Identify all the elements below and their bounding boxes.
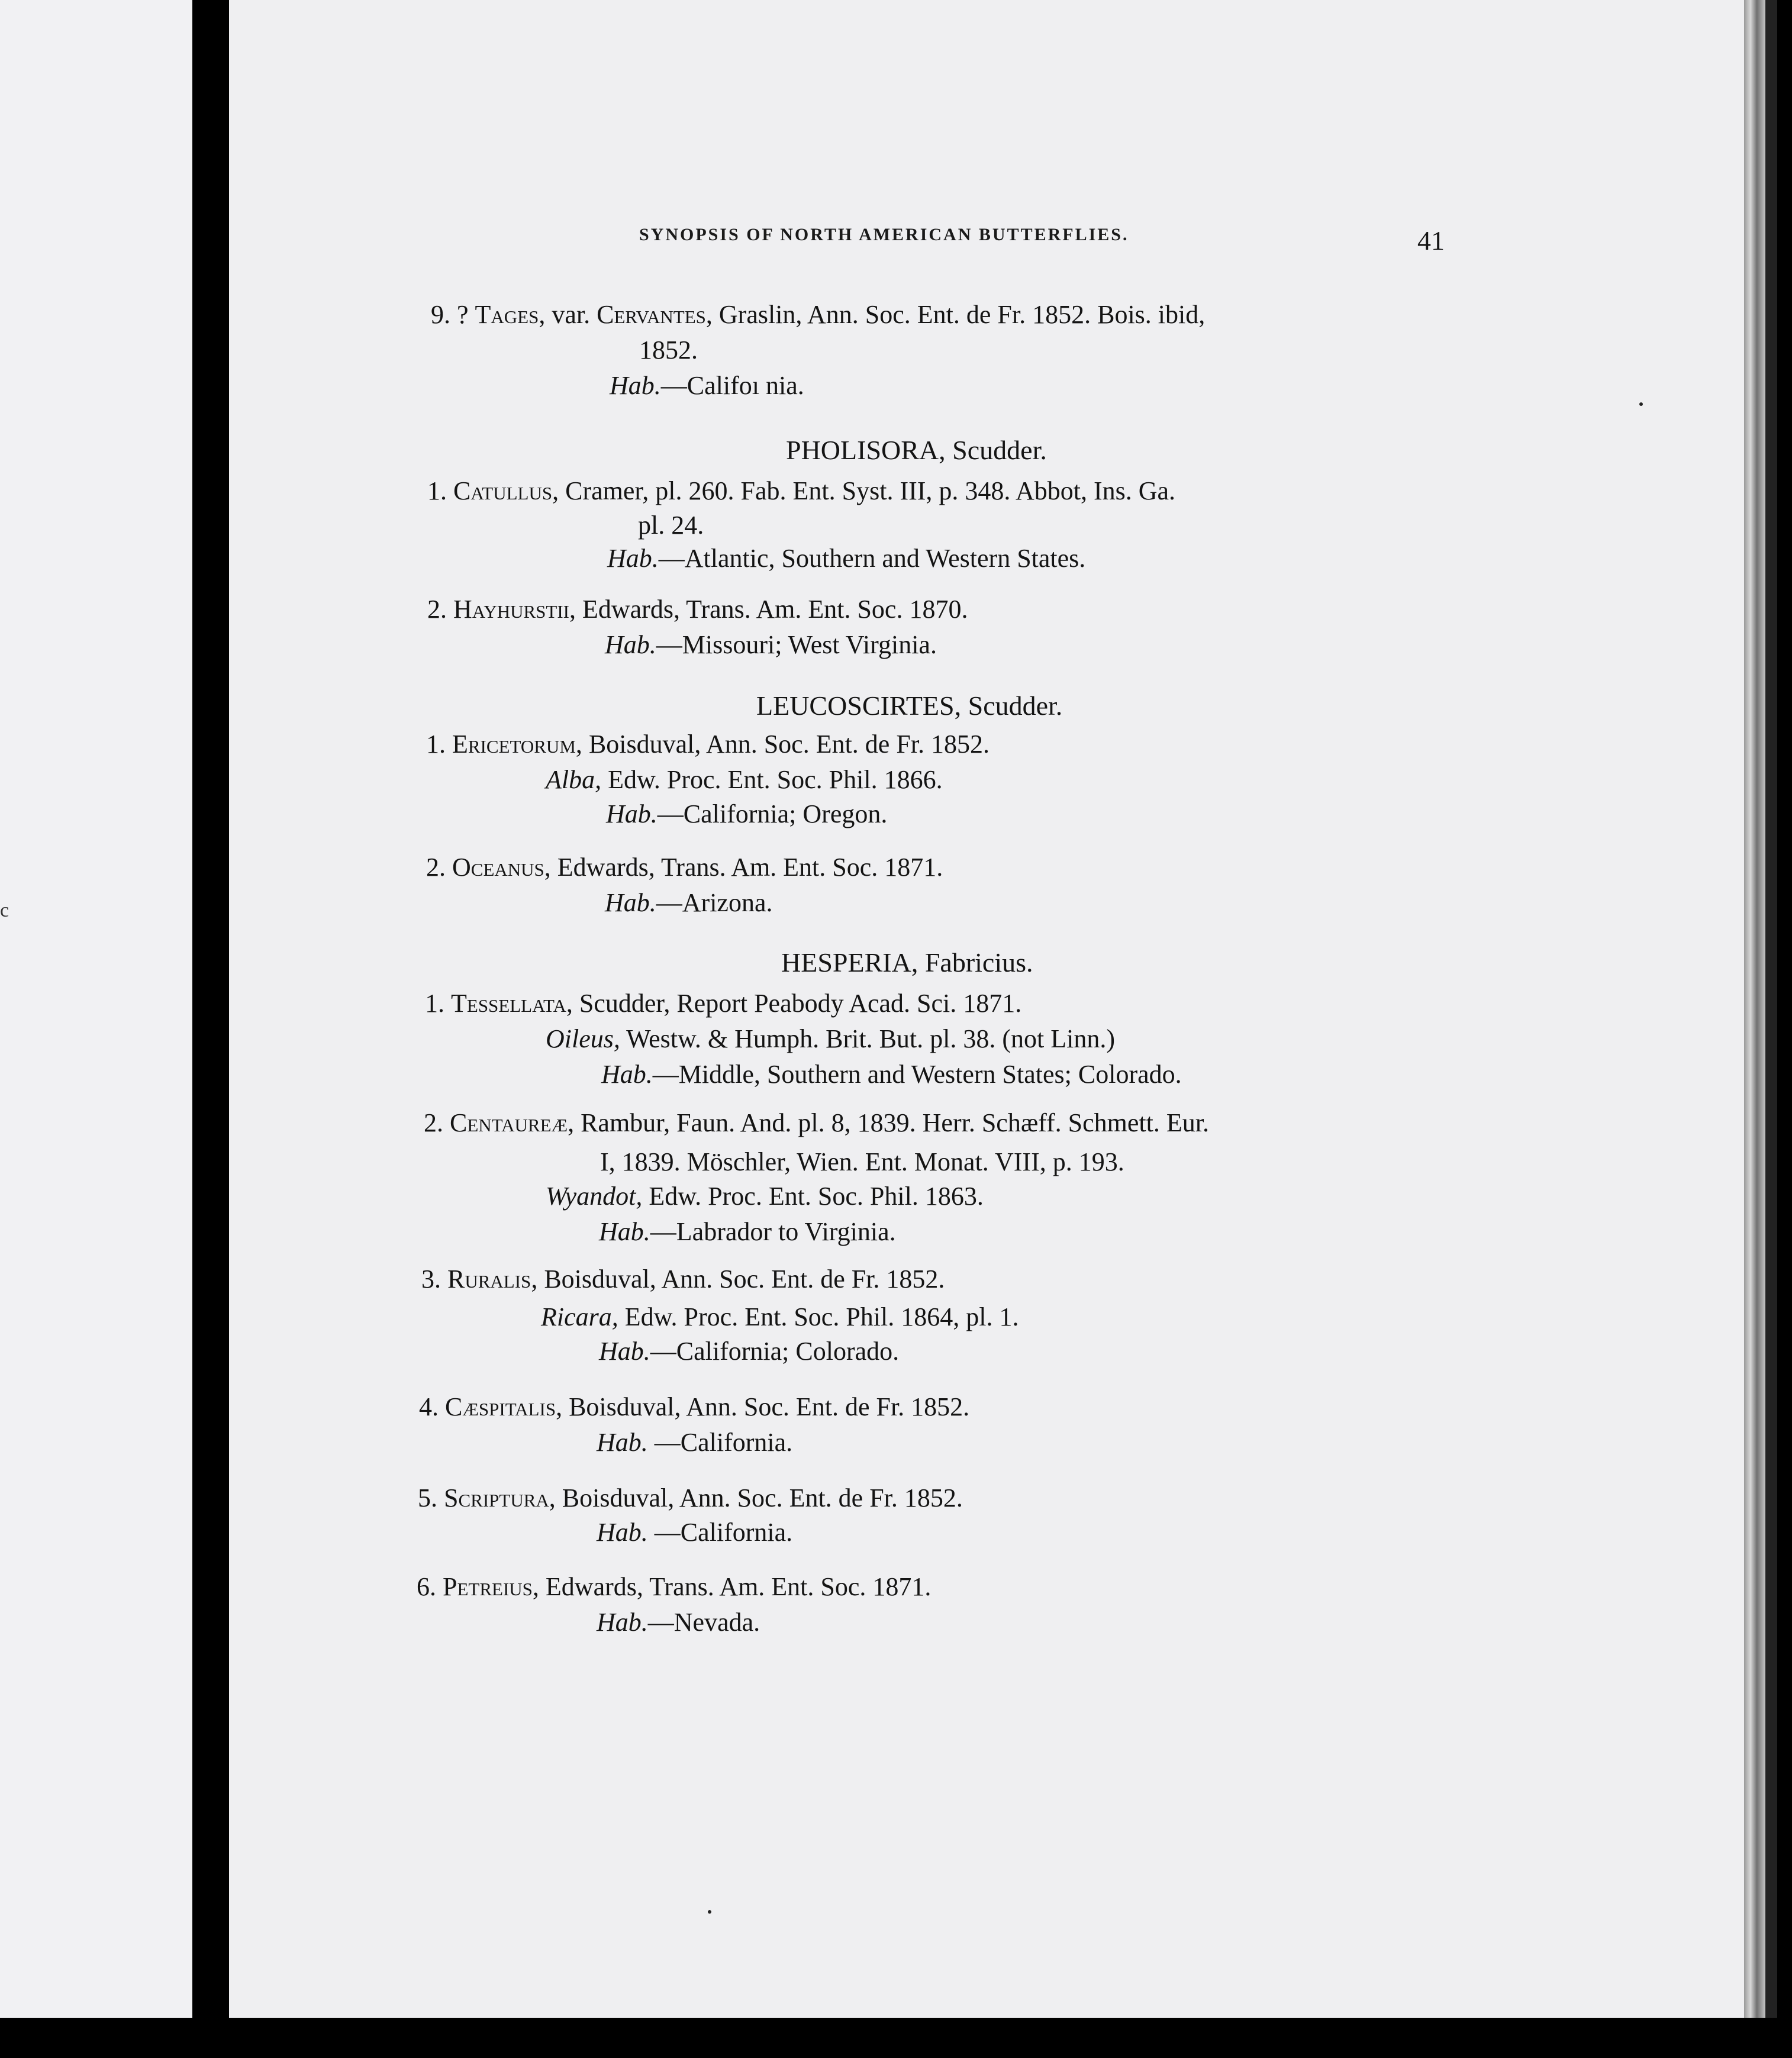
- citation: Edw. Proc. Ent. Soc. Phil. 1863.: [642, 1182, 984, 1211]
- habitat-line: [599, 1338, 899, 1365]
- entry-number: 9. ?: [431, 300, 475, 329]
- entry-number: 2.: [427, 595, 453, 624]
- hab-label: Hab.: [597, 1518, 648, 1547]
- ink-speck: [1639, 402, 1643, 406]
- hab-label: Hab.: [601, 1060, 653, 1089]
- entry-tages-line2: 1852.: [639, 336, 698, 364]
- entry-catullus-line1: [427, 478, 1175, 504]
- hab-label: Hab.: [607, 544, 659, 573]
- habitat: —Middle, Southern and Western States; Colorado.: [652, 1060, 1182, 1089]
- genus-heading-hesperia: [781, 949, 1033, 976]
- citation: , Boisduval, Ann. Soc. Ent. de Fr. 1852.: [575, 730, 990, 759]
- habitat-line: [605, 890, 773, 916]
- entry-caespitalis-line1: [419, 1394, 969, 1420]
- genus-author: , Scudder.: [954, 691, 1063, 721]
- genus-heading-leucoscirtes: [756, 692, 1062, 720]
- ink-speck: [708, 1910, 711, 1914]
- citation: , var.: [539, 300, 597, 329]
- hab-label: Hab.: [597, 1428, 648, 1457]
- species-name: Centaureæ: [450, 1108, 568, 1137]
- habitat-line: [597, 1520, 792, 1546]
- citation: , Cramer, pl. 260. Fab. Ent. Syst. III, p. 348. Abbot, Ins. Ga.: [552, 476, 1176, 505]
- citation: Edw. Proc. Ent. Soc. Phil. 1864, pl. 1.: [618, 1302, 1019, 1331]
- genus-name: PHOLISORA: [786, 435, 939, 465]
- citation: , Edwards, Trans. Am. Ent. Soc. 1870.: [569, 595, 968, 624]
- entry-number: 2.: [426, 853, 452, 882]
- entry-number: 6.: [417, 1572, 443, 1601]
- entry-number: 2.: [424, 1108, 450, 1137]
- genus-heading-pholisora: [786, 437, 1047, 464]
- synonym-name: Alba,: [546, 765, 602, 794]
- page-number: 41: [1417, 225, 1445, 256]
- entry-number: 1.: [427, 476, 453, 505]
- synonym-line: [541, 1304, 1019, 1330]
- page-edge: [1744, 0, 1765, 2058]
- habitat-line: [606, 801, 887, 827]
- citation: Westw. & Humph. Brit. But. pl. 38. (not Linn.): [620, 1024, 1115, 1053]
- habitat: —Missouri; West Virginia.: [656, 630, 937, 659]
- citation: , Rambur, Faun. And. pl. 8, 1839. Herr. Schæff. Schmett. Eur.: [568, 1108, 1209, 1137]
- habitat: —Atlantic, Southern and Western States.: [658, 544, 1086, 573]
- habitat: —California; Oregon.: [657, 799, 888, 828]
- entry-tessellata-line1: [425, 991, 1021, 1017]
- citation: , Scudder, Report Peabody Acad. Sci. 1871.: [566, 989, 1022, 1018]
- habitat: —Labrador to Virginia.: [650, 1217, 896, 1246]
- hab-label: Hab.: [605, 630, 656, 659]
- genus-name: LEUCOSCIRTES: [756, 691, 955, 721]
- habitat: —California; Colorado.: [650, 1337, 900, 1366]
- entry-petreius-line1: [417, 1574, 931, 1600]
- species-name: Ruralis: [447, 1265, 531, 1293]
- species-name: Tessellata: [451, 989, 566, 1018]
- species-name: Ericetorum: [452, 730, 576, 759]
- hab-label: Hab.: [597, 1608, 648, 1637]
- habitat: —Nevada.: [647, 1608, 760, 1637]
- facing-page: [0, 0, 192, 2018]
- citation: , Edwards, Trans. Am. Ent. Soc. 1871.: [544, 853, 943, 882]
- entry-tages-line1: [431, 302, 1205, 328]
- hab-label: Hab.: [610, 371, 661, 400]
- habitat: —Califoı nia.: [660, 371, 804, 400]
- species-name: Catullus: [453, 476, 553, 505]
- citation: , Boisduval, Ann. Soc. Ent. de Fr. 1852.: [531, 1265, 945, 1293]
- genus-author: , Fabricius.: [911, 947, 1033, 978]
- entry-number: 3.: [421, 1265, 447, 1293]
- entry-oceanus-line1: [426, 854, 943, 880]
- book-gutter: [192, 0, 229, 2058]
- habitat-line: [610, 373, 804, 399]
- entry-centaureae-line1: [424, 1110, 1209, 1136]
- margin-mark: c: [0, 899, 9, 921]
- entry-centaureae-line2: I, 1839. Möschler, Wien. Ent. Monat. VIII, p. 193.: [600, 1147, 1124, 1176]
- species-name: Cæspitalis: [445, 1392, 556, 1421]
- habitat-line: [607, 546, 1085, 572]
- habitat-line: [597, 1609, 760, 1636]
- hab-label: Hab.: [606, 799, 658, 828]
- habitat-line: [597, 1430, 792, 1456]
- habitat-line: [605, 632, 937, 658]
- entry-ericetorum-line1: [426, 731, 990, 757]
- citation: , Boisduval, Ann. Soc. Ent. de Fr. 1852.: [556, 1392, 970, 1421]
- entry-number: 4.: [419, 1392, 445, 1421]
- species-name: Oceanus: [452, 853, 544, 882]
- habitat: —Arizona.: [656, 888, 773, 917]
- species-name: Hayhurstii: [453, 595, 569, 624]
- genus-name: HESPERIA: [781, 947, 911, 978]
- scan-border: [0, 2018, 1792, 2058]
- species-name: Petreius: [443, 1572, 533, 1601]
- habitat-line: [599, 1219, 896, 1245]
- entry-number: 1.: [425, 989, 451, 1018]
- hab-label: Hab.: [599, 1217, 650, 1246]
- variety-name: Cervantes: [597, 300, 706, 329]
- synonym-line: [546, 1183, 984, 1209]
- habitat: —California.: [647, 1518, 793, 1547]
- citation: , Boisduval, Ann. Soc. Ent. de Fr. 1852.: [549, 1483, 963, 1512]
- genus-author: , Scudder.: [939, 435, 1047, 465]
- hab-label: Hab.: [599, 1337, 650, 1366]
- citation: , Graslin, Ann. Soc. Ent. de Fr. 1852. Bois. ibid,: [705, 300, 1206, 329]
- habitat-line: [601, 1062, 1182, 1088]
- running-title: SYNOPSIS OF NORTH AMERICAN BUTTERFLIES.: [639, 225, 1129, 244]
- entry-number: 1.: [426, 730, 452, 759]
- synonym-name: Ricara,: [541, 1302, 618, 1331]
- entry-ruralis-line1: [421, 1266, 945, 1292]
- entry-number: 5.: [418, 1483, 444, 1512]
- entry-catullus-line2: pl. 24.: [638, 511, 704, 540]
- synonym-line: [546, 767, 943, 793]
- habitat: —California.: [647, 1428, 793, 1457]
- species-name: Tages: [475, 300, 539, 329]
- species-name: Scriptura: [444, 1483, 549, 1512]
- entry-hayhurstii-line1: [427, 596, 968, 622]
- citation: , Edwards, Trans. Am. Ent. Soc. 1871.: [532, 1572, 932, 1601]
- synonym-line: [546, 1026, 1115, 1052]
- page-edge-shadow: [1765, 0, 1777, 2058]
- synonym-name: Oileus,: [546, 1024, 620, 1053]
- hab-label: Hab.: [605, 888, 656, 917]
- citation: Edw. Proc. Ent. Soc. Phil. 1866.: [601, 765, 943, 794]
- entry-scriptura-line1: [418, 1485, 963, 1511]
- synonym-name: Wyandot,: [546, 1182, 643, 1211]
